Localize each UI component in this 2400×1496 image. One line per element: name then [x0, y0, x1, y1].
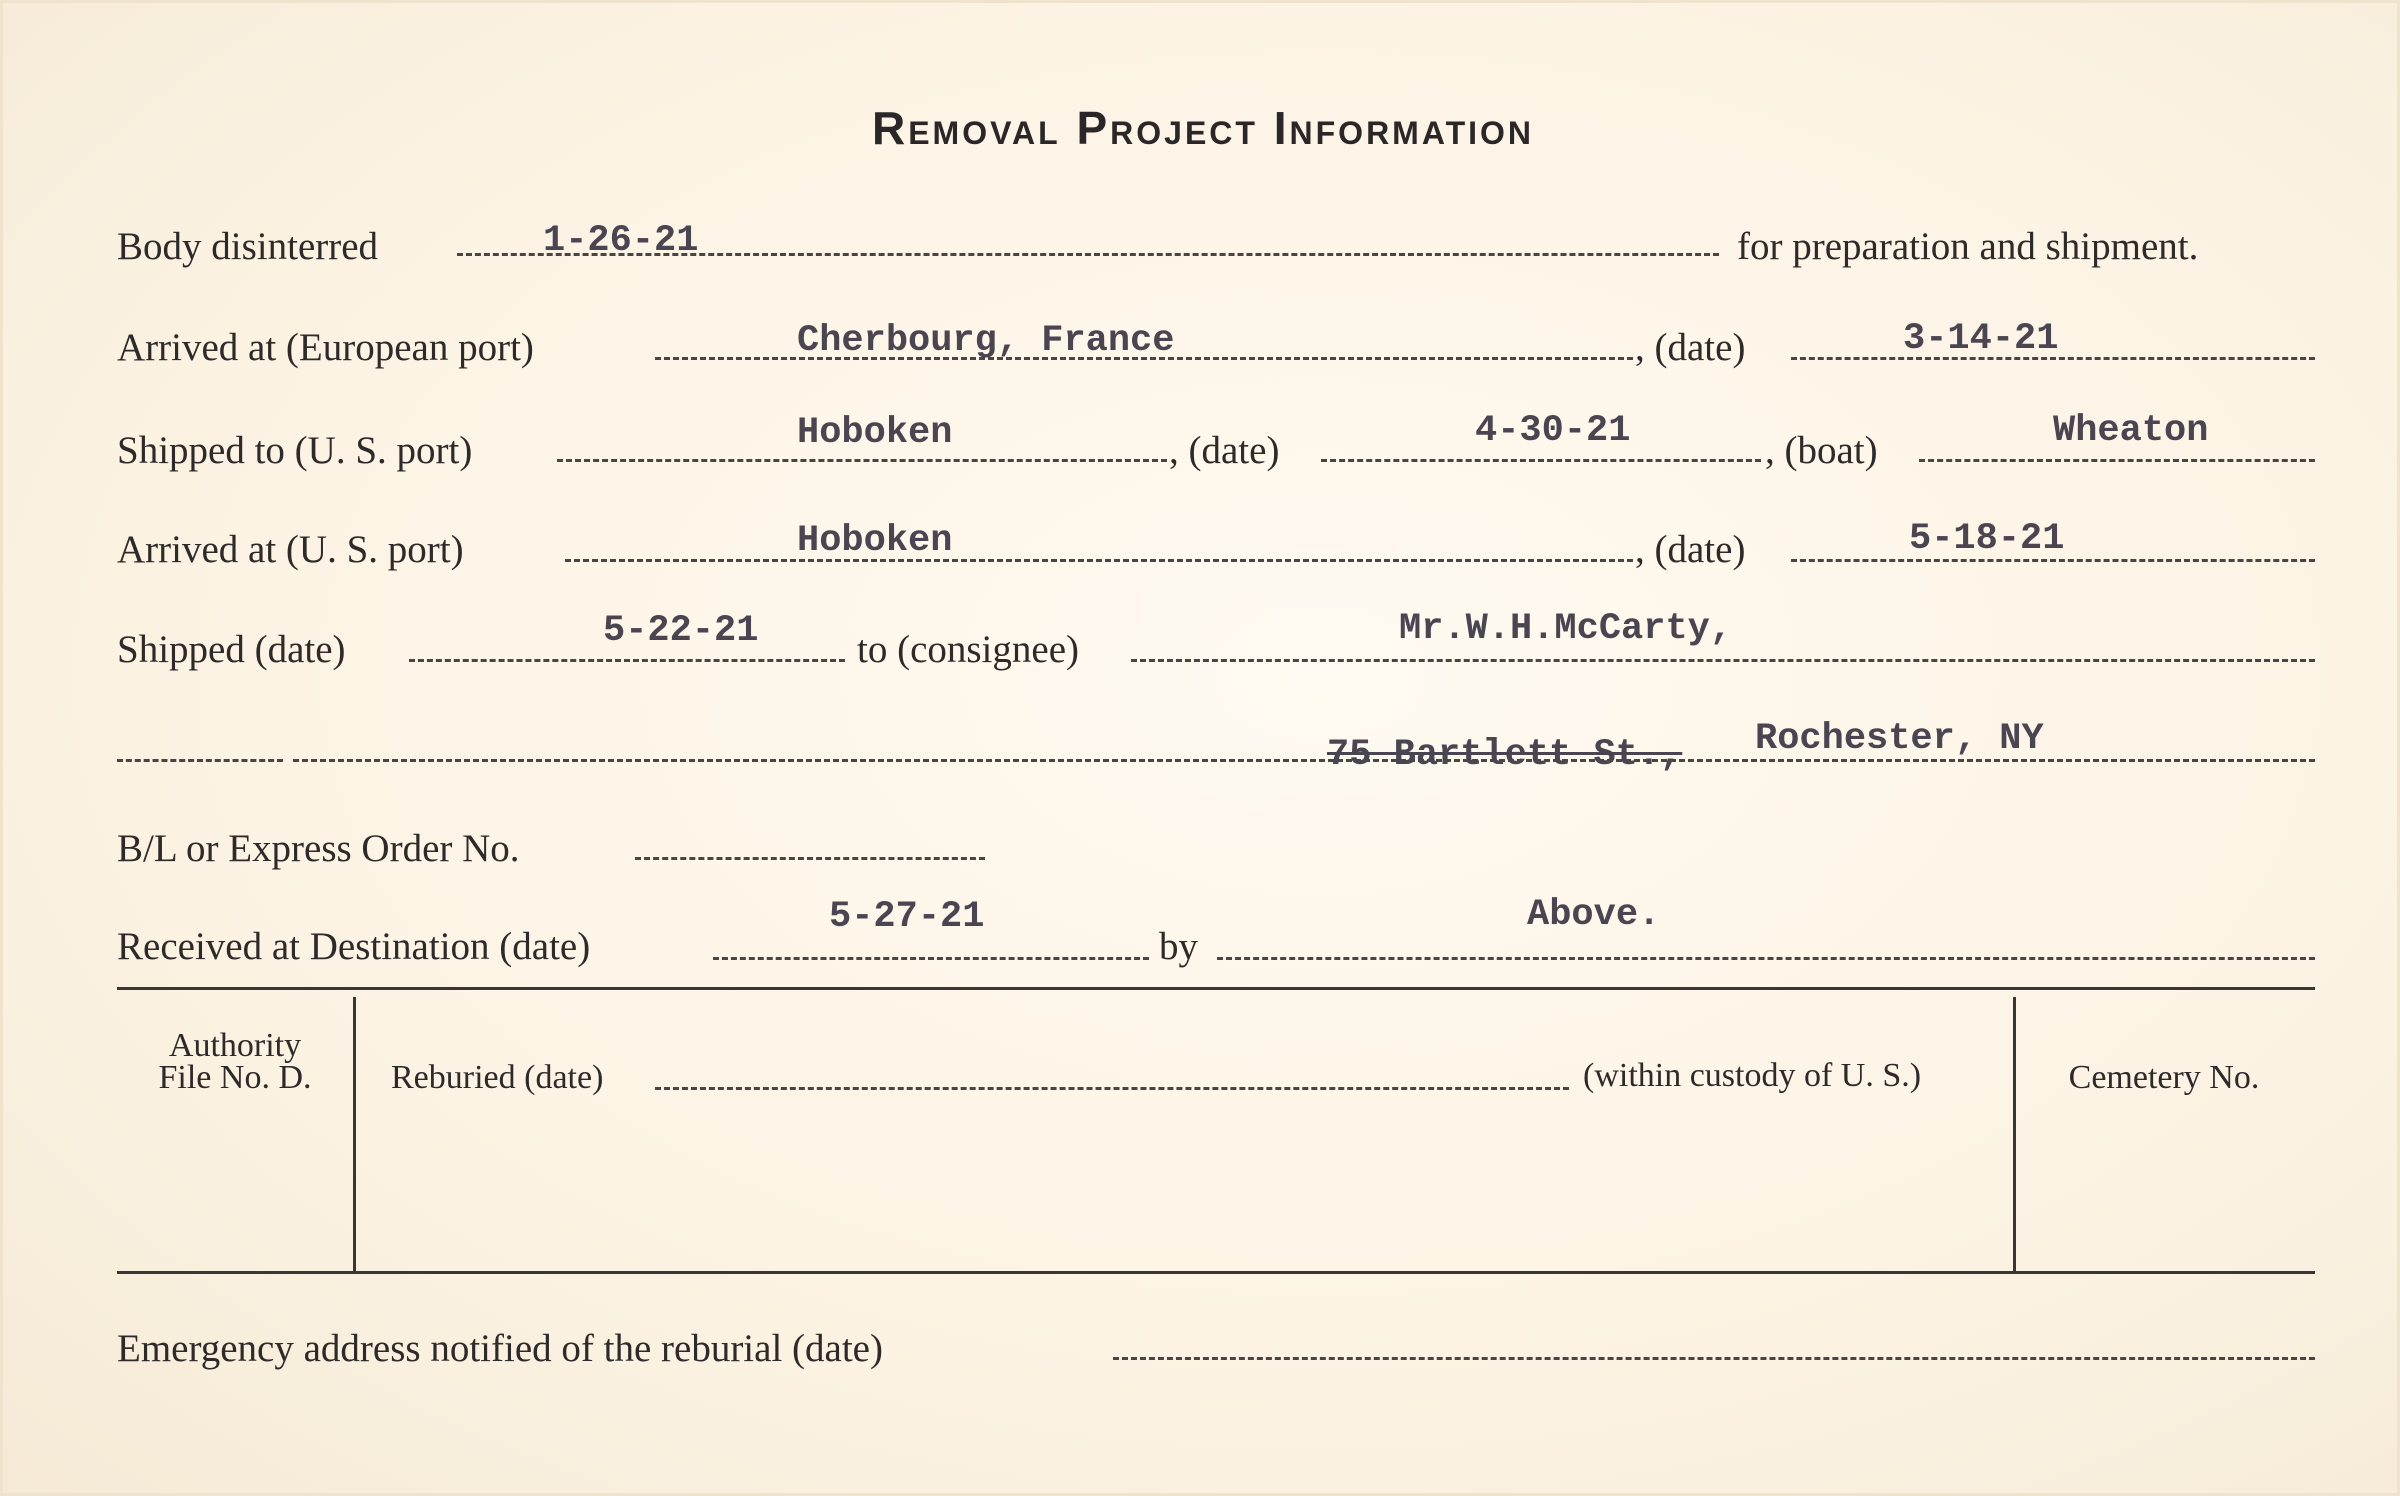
european-date-value: 3-14-21 [1903, 318, 2059, 360]
emergency-label: Emergency address notified of the reburial (date) [117, 1327, 883, 1370]
reburied-label: Reburied (date) [391, 1059, 604, 1096]
authority-label-line2: File No. D. [158, 1059, 312, 1096]
consignee-line [1131, 659, 2315, 662]
address-line-start [117, 759, 283, 762]
preparation-shipment-label: for preparation and shipment. [1737, 225, 2199, 268]
consignee-value: Mr.W.H.McCarty, [1399, 608, 1733, 650]
shipped-date-line [409, 659, 845, 662]
us-port-shipped-date-label: , (date) [1169, 429, 1280, 472]
box-divider-left [353, 997, 356, 1271]
shipped-date-value: 5-22-21 [603, 610, 759, 652]
european-port-label: Arrived at (European port) [117, 326, 534, 369]
boat-value: Wheaton [2053, 410, 2209, 452]
address-city-value: Rochester, NY [1755, 718, 2044, 760]
boat-line [1919, 459, 2315, 462]
us-port-shipped-date-value: 4-30-21 [1475, 410, 1631, 452]
body-disinterred-label: Body disinterred [117, 225, 379, 268]
received-by-label: by [1159, 925, 1198, 968]
form-title: Removal Project Information [871, 102, 1535, 154]
us-port-shipped-value: Hoboken [797, 412, 953, 454]
reburied-line [655, 1087, 1569, 1090]
received-by-line [1217, 957, 2315, 960]
address-struck-value: 75 Bartlett St., [1327, 734, 1683, 776]
received-destination-value: 5-27-21 [829, 896, 985, 938]
us-port-shipped-date-line [1321, 459, 1761, 462]
european-date-label: , (date) [1635, 326, 1746, 369]
received-destination-label: Received at Destination (date) [117, 925, 591, 968]
cemetery-label: Cemetery No. [2068, 1059, 2260, 1096]
consignee-label: to (consignee) [857, 628, 1080, 671]
box-top-rule [117, 987, 2315, 990]
express-order-line [635, 857, 985, 860]
us-port-arrived-value: Hoboken [797, 520, 953, 562]
received-destination-line [713, 957, 1149, 960]
shipped-date-label: Shipped (date) [117, 628, 346, 671]
us-port-arrived-date-value: 5-18-21 [1909, 518, 2065, 560]
authority-label-line1: Authority [168, 1027, 302, 1064]
body-disinterred-value: 1-26-21 [543, 220, 699, 262]
us-port-arrived-label: Arrived at (U. S. port) [117, 528, 464, 571]
received-by-value: Above. [1527, 894, 1661, 936]
us-port-shipped-label: Shipped to (U. S. port) [117, 429, 473, 472]
express-order-label: B/L or Express Order No. [117, 827, 520, 870]
emergency-line [1113, 1357, 2315, 1360]
boat-label: , (boat) [1765, 429, 1878, 472]
us-port-shipped-line [557, 459, 1167, 462]
us-port-arrived-date-label: , (date) [1635, 528, 1746, 571]
european-port-value: Cherbourg, France [797, 320, 1175, 362]
box-divider-right [2013, 997, 2016, 1271]
us-port-arrived-line [565, 559, 1633, 562]
custody-label: (within custody of U. S.) [1583, 1057, 1922, 1094]
box-bottom-rule [117, 1271, 2315, 1274]
